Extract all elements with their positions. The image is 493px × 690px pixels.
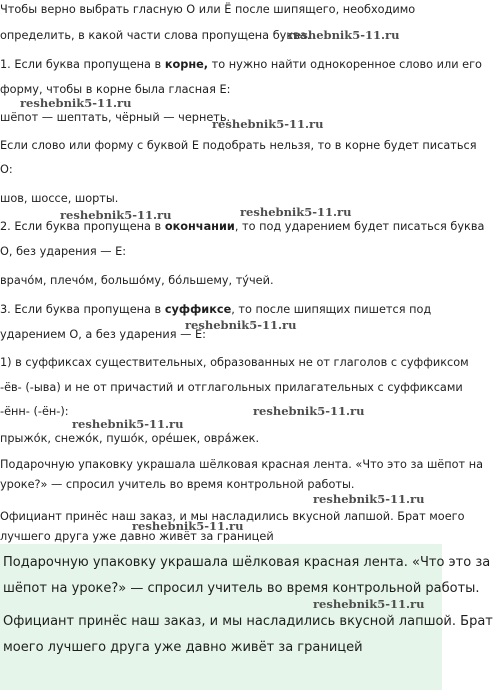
watermark: reshebnik5-11.ru — [185, 318, 297, 332]
answer-line-3: Официант принёс наш заказ, и мы насладились вкусной лапшой. Брат — [3, 614, 493, 629]
watermark: reshebnik5-11.ru — [253, 404, 365, 418]
task-line-4: лучшего друга уже давно живёт за границей — [0, 530, 274, 543]
watermark: reshebnik5-11.ru — [288, 28, 400, 42]
rule1-else-line-1: Если слово или форму с буквой Е подобрать нельзя, то в корне будет писаться — [0, 139, 477, 152]
answer-panel — [0, 544, 493, 690]
rule1-else-example: шов, шоссе, шорты. — [0, 192, 119, 205]
watermark: reshebnik5-11.ru — [20, 96, 132, 110]
rule3-line-2: ударением О, а без ударения — Е: — [0, 328, 206, 341]
rule1-line-1: 1. Если буква пропущена в корне, то нужно найти однокоренное слово или его — [0, 58, 482, 71]
rule1-example: шёпот — шептать, чёрный — чернеть. — [0, 111, 231, 124]
rule3-line-1: 3. Если буква пропущена в суффиксе, то после шипящих пишется под — [0, 303, 432, 316]
rule2-bold-term: окончании — [164, 220, 235, 233]
watermark: reshebnik5-11.ru — [313, 597, 425, 611]
task-line-3: Официант принёс наш заказ, и мы насладились вкусной лапшой. Брат моего — [0, 510, 465, 523]
rule1-else-line-2: О: — [0, 163, 13, 176]
answer-line-4: моего лучшего друга уже давно живёт за границей — [3, 640, 363, 655]
rule3-example: прыжо́к, снежо́к, пушо́к, оре́шек, овра́жек. — [0, 432, 260, 445]
rule2-example: врачо́м, плечо́м, большо́му, бо́льшему, ту́чей. — [0, 274, 274, 287]
task-line-1: Подарочную упаковку украшала шёлковая красная лента. «Что это за шёпот на — [0, 458, 484, 471]
watermark: reshebnik5-11.ru — [212, 117, 324, 131]
rule1-bold-term: корне, — [164, 58, 209, 71]
rule3-sub-line-1: 1) в суффиксах существительных, образованных не от глаголов с суффиксом — [0, 356, 469, 369]
rule1-line-2: форму, чтобы в корне была гласная Е: — [0, 83, 231, 96]
task-line-2: уроке?» — спросил учитель во время контрольной работы. — [0, 478, 355, 491]
intro-line-2: определить, в какой части слова пропущена буква. — [0, 29, 311, 42]
rule3-sub-line-3: -ённ- (-ён-): — [0, 405, 69, 418]
rule3-bold-term: суффиксе — [164, 303, 232, 316]
answer-line-1: Подарочную упаковку украшала шёлковая красная лента. «Что это за — [3, 555, 491, 570]
watermark: reshebnik5-11.ru — [132, 519, 244, 533]
answer-line-2: шёпот на уроке?» — спросил учитель во время контрольной работы. — [3, 581, 480, 596]
watermark: reshebnik5-11.ru — [240, 205, 352, 219]
rule2-line-2: О, без ударения — Е: — [0, 245, 127, 258]
watermark: reshebnik5-11.ru — [313, 492, 425, 506]
watermark: reshebnik5-11.ru — [72, 417, 184, 431]
watermark: reshebnik5-11.ru — [60, 208, 172, 222]
intro-line-1: Чтобы верно выбрать гласную О или Ё после шипящего, необходимо — [0, 3, 416, 16]
rule3-sub-line-2: -ёв- (-ыва) и не от причастий и отглагольных прилагательных с суффиксами — [0, 381, 463, 394]
rule2-line-1: 2. Если буква пропущена в окончании, то под ударением будет писаться буква — [0, 220, 485, 233]
